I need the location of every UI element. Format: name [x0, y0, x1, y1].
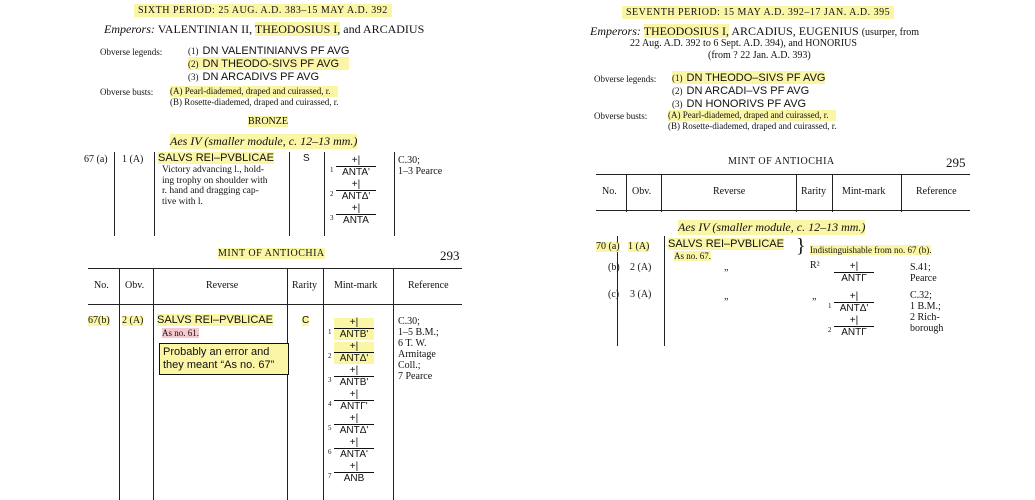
- ditto-mark: „: [724, 291, 729, 302]
- emperor-arcadius: and ARCADIUS: [343, 22, 425, 36]
- entry-no: 67 (a): [84, 154, 108, 165]
- col-reference: Reference: [916, 186, 957, 197]
- mint-mark: +| ANTΔ': [336, 180, 376, 202]
- col-no: No.: [602, 186, 617, 197]
- emperors-line: [590, 24, 919, 39]
- obverse-legends-label: Obverse legends:: [594, 74, 657, 84]
- rule: [88, 304, 462, 305]
- legend-item: (2) DN ARCADI–VS PF AVG: [672, 85, 810, 97]
- entry-reverse: SALVS REI–PVBLICAE: [157, 314, 273, 326]
- rule: [596, 174, 970, 175]
- brace: }: [796, 235, 806, 257]
- divider: [664, 236, 665, 346]
- entry-reverse: SALVS REI–PVBLICAE: [158, 152, 274, 164]
- module-heading: Aes IV (smaller module, c. 12–13 mm.): [678, 220, 866, 234]
- col-rarity: Rarity: [801, 186, 826, 197]
- bust-item: (B) Rosette-diademed, draped and cuirassed, r.: [668, 121, 837, 131]
- busts-list: [668, 110, 836, 132]
- entry-rarity: C: [302, 315, 310, 326]
- col-reverse: Reverse: [206, 280, 239, 291]
- divider: [901, 174, 902, 212]
- entry-reference: S.41; Pearce: [910, 262, 937, 284]
- left-bottom-page: MINT OF ANTIOCHIA 293 No. Obv. Reverse Rarity Mint-mark Reference 67(b) 2 (A) SALVS REI–PVBLICAE As no. 61. C Probably an error and they meant “As no. 67” 1 +| ANTB' 2 +| ANTΔ' 3 +| ANTB' 4 +| ANTΓ' 5 +| ANTΔ' 6 +| ANTA' 7 +| ANB C.30; 1–5 B.M.; 6 T. W. Armitage Coll.; 7 Pearce: [88, 236, 538, 500]
- mint-heading: MINT OF ANTIOCHIA: [728, 156, 835, 167]
- mint-mark: +| ANTA': [334, 438, 374, 460]
- legend-item: (1) DN THEODO–SIVS PF AVG: [672, 72, 826, 84]
- mint-mark: +| ANTΔ': [334, 342, 374, 364]
- entry-no: 70 (a): [596, 241, 620, 252]
- emperors-label: Emperors:: [104, 22, 155, 36]
- metal-heading: BRONZE: [248, 116, 288, 127]
- emperors-label: Emperors:: [590, 24, 641, 38]
- entry-obverse: 2 (A): [630, 262, 652, 273]
- entry-no: 67(b): [88, 315, 110, 326]
- period-heading: SEVENTH PERIOD: 15 MAY A.D. 392–17 JAN. A.D. 395: [622, 6, 894, 19]
- module-heading: Aes IV (smaller module, c. 12–13 mm.): [170, 134, 358, 148]
- emperors-line-3: (from ? 22 Jan. A.D. 393): [708, 50, 811, 61]
- col-obv: Obv.: [632, 186, 652, 197]
- left-top-page: SIXTH PERIOD: 25 AUG. A.D. 383–15 MAY A.D. 392 Emperors: VALENTINIAN II, THEODOSIUS I, and ARCADIUS Obverse legends: (1) DN VALENTINIANVS PF AVG (2) DN THEODO-SIVS PF AVG (3) DN ARCADIVS PF AVG Obverse busts: (A) Pearl-diademed, draped and cuirassed, r. (B) Rosette-diademed, draped and cuirassed, r. BRONZE Aes IV (smaller module, c. 12–13 mm.) 67 (a) 1 (A) SALVS REI–PVBLICAE Victory advancing l., hold- ing trophy on shoulder with r. hand and dragging cap- tive with l. S 1 +| ANTA' 2 +| ANTΔ' 3 +| ANTA C.30; 1–3 Pearce: [84, 0, 474, 236]
- mint-mark: +| ANTΓ: [834, 316, 874, 338]
- right-page: SEVENTH PERIOD: 15 MAY A.D. 392–17 JAN. A.D. 395 Emperors: THEODOSIUS I, ARCADIUS, EUGENIUS (usurper, from 22 Aug. A.D. 392 to 6 Sept. A.D. 394), and HONORIUS (from ? 22 Jan. A.D. 393) Obverse legends: (1) DN THEODO–SIVS PF AVG (2) DN ARCADI–VS PF AVG (3) DN HONORIVS PF AVG Obverse busts: (A) Pearl-diademed, draped and cuirassed, r. (B) Rosette-diademed, draped and cuirassed, r. MINT OF ANTIOCHIA 295 No. Obv. Reverse Rarity Mint-mark Reference Aes IV (smaller module, c. 12–13 mm.) 70 (a) 1 (A) SALVS REI–PVBLICAE As no. 67. } Indistinguishable from no. 67 (b). (b) 2 (A) „ R² +| ANTΓ S.41; Pearce (c) 3 (A) „ „ 1 +| ANTΔ' 2 +| ANTΓ C.32; 1 B.M.; 2 Rich- borough: [588, 0, 1028, 500]
- col-mint: Mint-mark: [842, 186, 886, 197]
- as-no-reference: As no. 61.: [162, 328, 200, 338]
- entry-reference: C.30; 1–5 B.M.; 6 T. W. Armitage Coll.; 7 Pearce: [398, 316, 439, 382]
- entry-rarity: R²: [810, 260, 820, 271]
- col-obv: Obv.: [125, 280, 145, 291]
- emperor-theodosius: THEODOSIUS I,: [254, 22, 341, 36]
- legend-item: (2) DN THEODO-SIVS PF AVG: [188, 57, 349, 70]
- emperor-arcadius-eugenius: ARCADIUS, EUGENIUS: [731, 24, 859, 38]
- as-no-reference: As no. 67.: [674, 251, 712, 261]
- obverse-legends-label: Obverse legends:: [100, 47, 163, 57]
- divider: [661, 174, 662, 212]
- ditto-mark: „: [812, 291, 817, 302]
- obverse-busts-label: Obverse busts:: [100, 87, 154, 97]
- ditto-mark: „: [724, 262, 729, 273]
- mint-heading: MINT OF ANTIOCHIA: [218, 248, 325, 259]
- obverse-busts-label: Obverse busts:: [594, 111, 648, 121]
- divider: [832, 174, 833, 212]
- legend-item: (3) DN HONORIVS PF AVG: [672, 98, 807, 110]
- divider: [323, 268, 324, 500]
- emperor-theodosius: THEODOSIUS I,: [643, 24, 730, 38]
- entry-no: (b): [608, 262, 620, 273]
- entry-obverse: 3 (A): [630, 289, 652, 300]
- emperors-line: [104, 22, 424, 37]
- col-reverse: Reverse: [713, 186, 746, 197]
- col-rarity: Rarity: [292, 280, 317, 291]
- divider: [287, 268, 288, 500]
- legends-list: [188, 44, 349, 83]
- divider: [153, 268, 154, 500]
- rule: [88, 268, 462, 269]
- mint-mark: +| ANTA: [336, 204, 376, 226]
- legend-item: (1) DN VALENTINIANVS PF AVG: [188, 45, 350, 57]
- divider: [626, 174, 627, 212]
- col-no: No.: [94, 280, 109, 291]
- bust-item: (A) Pearl-diademed, draped and cuirassed, r.: [170, 86, 338, 97]
- divider: [289, 152, 290, 236]
- emperor-valentinian: VALENTINIAN II,: [157, 22, 253, 36]
- mint-mark: +| ANTΔ': [834, 292, 874, 314]
- mint-mark: +| ANTΓ: [834, 262, 874, 284]
- legend-item: (3) DN ARCADIVS PF AVG: [188, 71, 320, 83]
- busts-list: [170, 86, 338, 108]
- divider: [394, 152, 395, 236]
- indistinguishable-note: Indistinguishable from no. 67 (b).: [810, 245, 932, 255]
- annotation-note: Probably an error and they meant “As no. 67”: [159, 343, 289, 375]
- divider: [154, 152, 155, 236]
- divider: [796, 174, 797, 212]
- col-mint: Mint-mark: [334, 280, 378, 291]
- usurper-note: (usurper, from: [861, 27, 920, 38]
- entry-no: (c): [608, 289, 620, 300]
- entry-reference: C.30; 1–3 Pearce: [398, 155, 443, 177]
- legends-list: [672, 71, 825, 110]
- entry-obverse: 1 (A): [628, 241, 650, 252]
- mint-mark: +| ANTΓ': [334, 390, 374, 412]
- page-number: 295: [946, 155, 966, 170]
- divider: [324, 152, 325, 236]
- entry-obverse: 2 (A): [122, 315, 144, 326]
- bust-item: (A) Pearl-diademed, draped and cuirassed, r.: [668, 110, 836, 121]
- rule: [596, 210, 970, 211]
- bust-item: (B) Rosette-diademed, draped and cuirassed, r.: [170, 97, 339, 107]
- mint-mark: +| ANTB': [334, 318, 374, 340]
- entry-description: Victory advancing l., hold- ing trophy on shoulder with r. hand and dragging cap- tive with l.: [162, 165, 268, 207]
- page-number: 293: [440, 248, 460, 263]
- divider: [114, 152, 115, 236]
- mint-mark: +| ANTA': [336, 156, 376, 178]
- divider: [393, 268, 394, 500]
- emperors-line-2: 22 Aug. A.D. 392 to 6 Sept. A.D. 394), and HONORIUS: [630, 38, 857, 49]
- col-reference: Reference: [408, 280, 449, 291]
- entry-reverse: SALVS REI–PVBLICAE: [668, 238, 784, 250]
- mint-mark: +| ANB: [334, 462, 374, 484]
- entry-rarity: S: [303, 153, 310, 164]
- entry-obverse: 1 (A): [122, 154, 144, 165]
- mint-mark: +| ANTB': [334, 366, 374, 388]
- period-heading: SIXTH PERIOD: 25 AUG. A.D. 383–15 MAY A.D. 392: [134, 4, 392, 17]
- entry-reference: C.32; 1 B.M.; 2 Rich- borough: [910, 290, 944, 334]
- mint-mark: +| ANTΔ': [334, 414, 374, 436]
- divider: [119, 268, 120, 500]
